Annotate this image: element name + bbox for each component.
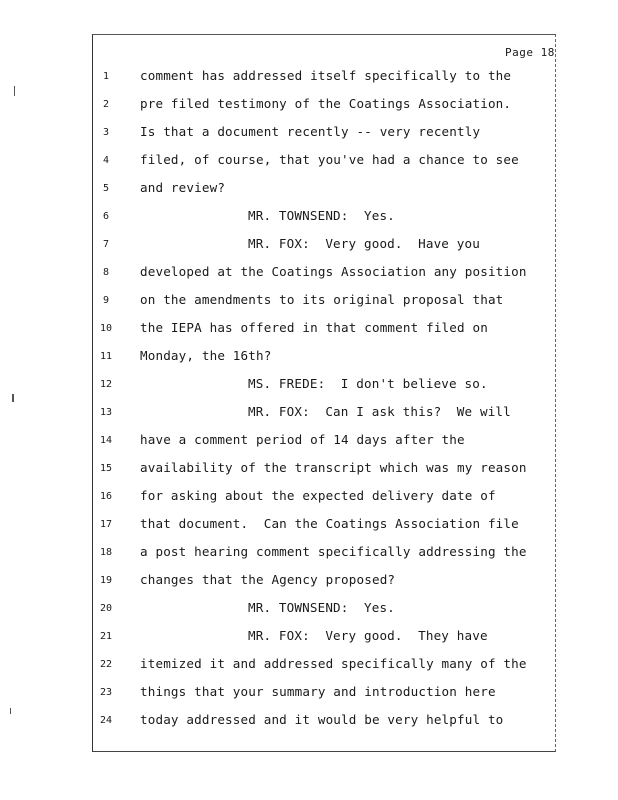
page-number-label: Page 18 [505,46,555,59]
line-text: developed at the Coatings Association any position [140,264,527,279]
line-text: things that your summary and introduction here [140,684,496,699]
line-number: 6 [102,211,110,222]
transcript-line [0,684,618,704]
line-text: pre filed testimony of the Coatings Association. [140,96,512,111]
transcript-line [0,432,618,452]
line-number: 7 [102,239,110,250]
transcript-line [0,544,618,564]
line-text: MR. FOX: Very good. They have [248,628,488,643]
line-text: MS. FREDE: I don't believe so. [248,376,488,391]
line-number: 20 [99,603,113,614]
line-text: a post hearing comment specifically addressing the [140,544,527,559]
transcript-line [0,488,618,508]
transcript-line [0,68,618,88]
transcript-line [0,264,618,284]
line-text: MR. TOWNSEND: Yes. [248,208,395,223]
transcript-line [0,404,618,424]
line-text: comment has addressed itself specifically to the [140,68,512,83]
line-number: 12 [99,379,113,390]
line-number: 15 [99,463,113,474]
line-number: 24 [99,715,113,726]
line-text: availability of the transcript which was my reason [140,460,527,475]
line-text: Is that a document recently -- very recently [140,124,481,139]
line-text: changes that the Agency proposed? [140,572,396,587]
transcript-line [0,292,618,312]
transcript-line [0,180,618,200]
line-text: MR. TOWNSEND: Yes. [248,600,395,615]
line-number: 11 [99,351,113,362]
transcript-line [0,96,618,116]
transcript-line [0,152,618,172]
transcript-line [0,460,618,480]
scan-speck [10,708,11,714]
transcript-line [0,376,618,396]
transcript-line [0,712,618,732]
line-number: 10 [99,323,113,334]
line-number: 3 [102,127,110,138]
transcript-line [0,320,618,340]
line-number: 19 [99,575,113,586]
line-number: 23 [99,687,113,698]
line-number: 8 [102,267,110,278]
line-text: that document. Can the Coatings Association file [140,516,519,531]
line-number: 1 [102,71,110,82]
line-text: today addressed and it would be very helpful to [140,712,504,727]
transcript-line [0,628,618,648]
line-number: 17 [99,519,113,530]
line-number: 13 [99,407,113,418]
transcript-line [0,572,618,592]
scan-speck [14,86,15,96]
transcript-line [0,600,618,620]
transcript-line [0,656,618,676]
transcript-line [0,208,618,228]
line-text: MR. FOX: Can I ask this? We will [248,404,511,419]
line-text: MR. FOX: Very good. Have you [248,236,480,251]
line-text: Monday, the 16th? [140,348,272,363]
line-number: 2 [102,99,110,110]
line-text: itemized it and addressed specifically many of the [140,656,527,671]
scan-speck [12,394,14,402]
line-text: on the amendments to its original proposal that [140,292,504,307]
line-text: and review? [140,180,226,195]
transcript-line [0,348,618,368]
transcript-line [0,516,618,536]
line-number: 16 [99,491,113,502]
line-number: 4 [102,155,110,166]
line-text: for asking about the expected delivery date of [140,488,496,503]
line-number: 18 [99,547,113,558]
line-number: 14 [99,435,113,446]
transcript-line [0,236,618,256]
line-number: 22 [99,659,113,670]
line-number: 21 [99,631,113,642]
line-text: filed, of course, that you've had a chance to see [140,152,519,167]
line-number: 5 [102,183,110,194]
transcript-line [0,124,618,144]
line-text: have a comment period of 14 days after the [140,432,465,447]
line-number: 9 [102,295,110,306]
line-text: the IEPA has offered in that comment filed on [140,320,488,335]
